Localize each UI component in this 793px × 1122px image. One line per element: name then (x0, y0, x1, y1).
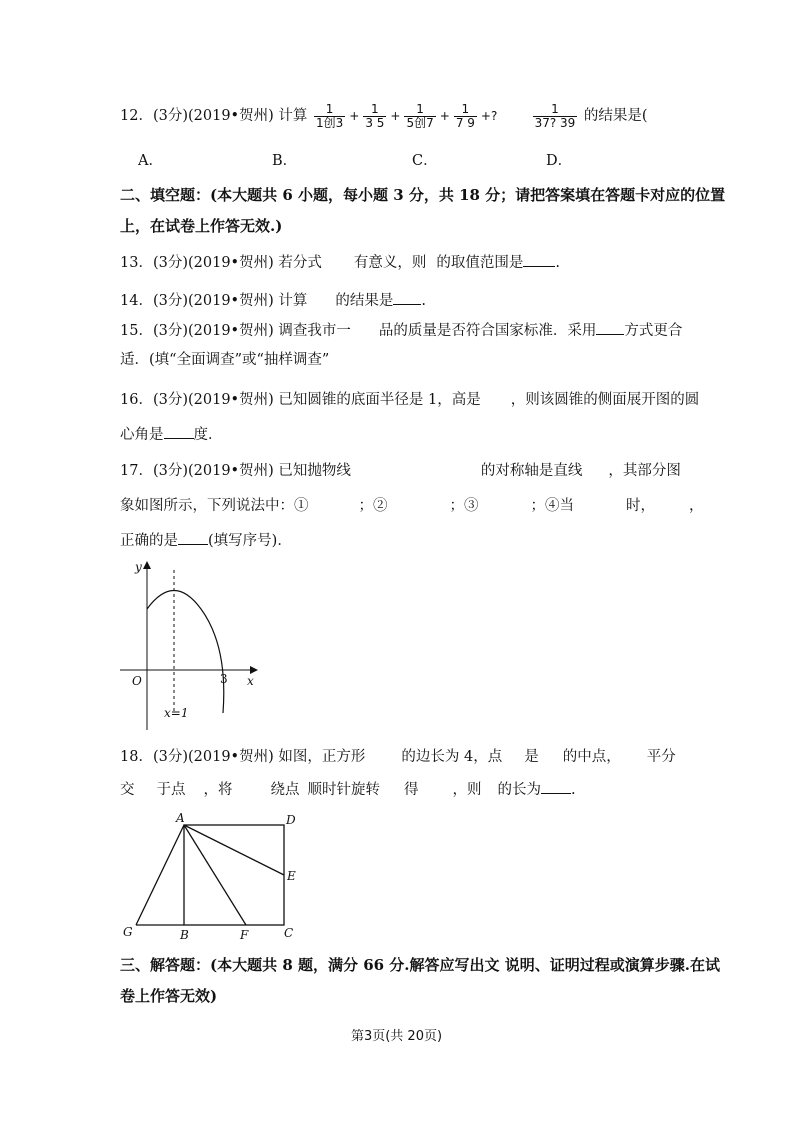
segment-ag (136, 825, 184, 925)
x-axis-label: x (247, 674, 254, 688)
point-d-label: D (286, 813, 296, 827)
plus-sign: + (390, 109, 401, 123)
point-e-label: E (287, 869, 296, 883)
page-footer: 第3页(共 20页) (350, 1029, 443, 1044)
q16-text-b: ，则该圆锥的侧面展开图的圆 (510, 392, 700, 408)
q12-fraction-1: $\frac{1}{\text{1创3}}$ (315, 101, 344, 130)
answer-blank[interactable] (596, 320, 624, 335)
q16-text-d: 度． (193, 427, 223, 443)
q18-text-m: 的长为 (497, 782, 541, 798)
q17-text-b: 的对称轴是直线 (480, 463, 583, 479)
answer-blank[interactable] (393, 290, 421, 305)
point-g-label: G (123, 925, 133, 939)
origin-label: O (132, 674, 142, 688)
parabola-curve (147, 591, 224, 714)
ellipsis-sign: +? (480, 109, 498, 123)
point-a-label: A (176, 811, 185, 825)
q14-period: . (421, 293, 426, 309)
section-3-heading-line2: 卷上作答无效) (120, 987, 218, 1005)
q12-prefix: 12．(3分)(2019•贺州) 计算 (120, 108, 308, 124)
q14-text-b: 的结果是 (335, 293, 394, 309)
q12-fraction-4: $\frac{1}{7 9}$ (455, 101, 475, 130)
q18-text-h: ，将 (203, 782, 233, 798)
square-abcd (184, 825, 284, 925)
q12-suffix: 的结果是( (583, 108, 648, 124)
q18-text-b: 的边长为 4，点 (401, 749, 503, 765)
q18-period: . (571, 782, 576, 798)
section-2-heading-line1: 二、填空题：(本大题共 6 小题，每小题 3 分，共 18 分；请把答案填在答题卡对应的位置 (120, 186, 726, 204)
q12-fraction-2: $\frac{1}{3 5}$ (365, 101, 385, 130)
q15-text-a: 15．(3分)(2019•贺州) 调查我市一 (120, 323, 351, 339)
question-15 (120, 320, 682, 341)
q17-text-i: ， (689, 498, 704, 514)
answer-blank[interactable] (178, 530, 208, 545)
q17-text-k: (填写序号)． (208, 533, 292, 549)
q18-text-i: 绕点 (270, 782, 300, 798)
tick-3-label: 3 (220, 672, 228, 686)
q18-text-d: 的中点， (562, 749, 621, 765)
parabola-graph (110, 555, 270, 735)
choice-c: C． (412, 153, 438, 169)
q17-text-d: 象如图所示，下列说法中：① (120, 498, 309, 514)
q18-text-l: ，则 (452, 782, 482, 798)
q16-text-c: 心角是 (120, 427, 164, 443)
square-figure (118, 808, 308, 943)
q17-text-f: ；③ (449, 498, 479, 514)
q18-text-a: 18．(3分)(2019•贺州) 如图，正方形 (120, 749, 366, 765)
plus-sign: + (349, 109, 360, 123)
q17-text-h: 时， (626, 498, 655, 514)
question-15-line2: 适．(填“全面调查”或“抽样调查” (120, 352, 330, 368)
section-3-heading-line1: 三、解答题：(本大题共 8 题，满分 66 分.解答应写出文 说明、证明过程或演算步骤.在试 (120, 956, 720, 974)
y-axis-arrow (143, 561, 151, 569)
q13-period: . (555, 255, 560, 271)
q12-fraction-last: $\frac{1}{37? 39}$ (534, 101, 576, 130)
y-axis-label: y (135, 560, 142, 574)
question-17-line3 (120, 530, 292, 551)
q15-text-b: 品的质量是否符合国家标准．采用 (378, 323, 597, 339)
question-18 (120, 747, 676, 767)
q12-fraction-3: $\frac{1}{\text{5创7}}$ (406, 101, 434, 130)
choice-d: D． (546, 153, 573, 169)
q15-text-c: 方式更合 (624, 323, 683, 339)
x-axis-arrow (250, 666, 258, 674)
question-16 (120, 390, 699, 410)
answer-blank[interactable] (541, 779, 571, 794)
q17-text-g: ；④当 (530, 498, 574, 514)
point-c-label: C (284, 926, 294, 940)
question-12 (120, 100, 648, 132)
question-17-line2 (120, 496, 704, 516)
q18-text-j: 顺时针旋转 (307, 782, 380, 798)
choice-a: A． (138, 153, 163, 169)
symmetry-axis-label: x=1 (164, 706, 189, 720)
point-f-label: F (240, 928, 249, 942)
q18-text-e: 平分 (646, 749, 676, 765)
q17-text-e: ；② (358, 498, 388, 514)
q18-text-k: 得 (404, 782, 419, 798)
q13-text-b: 有意义，则 (353, 255, 427, 271)
q14-text-a: 14．(3分)(2019•贺州) 计算 (120, 293, 308, 309)
q17-text-a: 17．(3分)(2019•贺州) 已知抛物线 (120, 463, 351, 479)
question-13 (120, 252, 560, 273)
question-18-line2 (120, 779, 576, 800)
q18-text-c: 是 (524, 749, 539, 765)
q16-text-a: 16．(3分)(2019•贺州) 已知圆锥的底面半径是 1，高是 (120, 392, 481, 408)
question-16-line2 (120, 424, 223, 445)
question-14 (120, 290, 426, 311)
q18-text-g: 于点 (156, 782, 186, 798)
choice-b: B． (272, 153, 298, 169)
section-2-heading-line2: 上，在试卷上作答无效.) (120, 217, 283, 235)
point-b-label: B (180, 928, 189, 942)
q18-text-f: 交 (120, 782, 135, 798)
q13-text-a: 13．(3分)(2019•贺州) 若分式 (120, 255, 322, 271)
answer-blank[interactable] (523, 252, 555, 267)
answer-blank[interactable] (164, 424, 194, 439)
q17-text-j: 正确的是 (120, 533, 178, 549)
q13-text-c: 的取值范围是 (436, 255, 524, 271)
question-17 (120, 461, 681, 481)
plus-sign: + (439, 109, 450, 123)
q17-text-c: ，其部分图 (608, 463, 681, 479)
